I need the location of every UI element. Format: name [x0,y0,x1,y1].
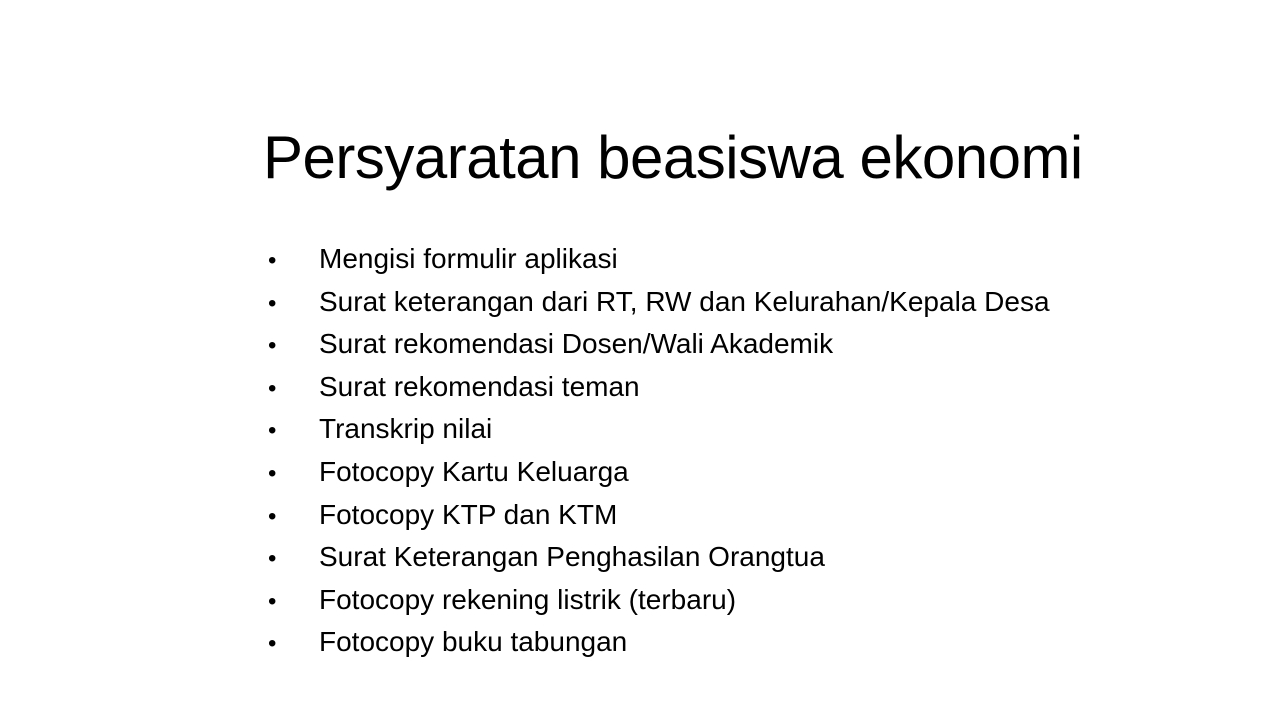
bullet-icon: • [268,587,277,615]
list-item [268,494,1050,537]
list-item-text: Fotocopy buku tabungan [319,626,628,658]
bullet-icon: • [268,459,277,487]
slide-title: Persyaratan beasiswa ekonomi [263,124,1083,191]
list-item-text: Surat keterangan dari RT, RW dan Kelurahan/Kepala Desa [319,285,1050,317]
bullet-icon: • [268,289,277,317]
bullet-icon: • [268,417,277,445]
list-item [268,323,1050,366]
bullet-icon: • [268,332,277,360]
bullet-icon: • [268,502,277,530]
bullet-icon: • [268,545,277,573]
bullet-icon: • [268,630,277,658]
list-item [268,621,1050,664]
list-item [268,451,1050,494]
bullet-icon: • [268,374,277,402]
list-item-text: Mengisi formulir aplikasi [319,243,618,274]
list-item [268,579,1050,622]
list-item-text: Surat rekomendasi Dosen/Wali Akademik [319,328,834,360]
list-item-text: Fotocopy KTP dan KTM [319,498,618,530]
list-item [268,238,1050,281]
list-item [268,281,1050,324]
list-item-text: Transkrip nilai [319,413,493,445]
list-item-text: Surat rekomendasi teman [319,370,640,402]
requirements-list [268,238,1050,664]
list-item-text: Fotocopy Kartu Keluarga [319,455,629,487]
list-item [268,408,1050,451]
list-item [268,366,1050,409]
list-item [268,536,1050,579]
bullet-icon: • [268,247,277,274]
list-item-text: Fotocopy rekening listrik (terbaru) [319,583,737,615]
list-item-text: Surat Keterangan Penghasilan Orangtua [319,541,825,573]
